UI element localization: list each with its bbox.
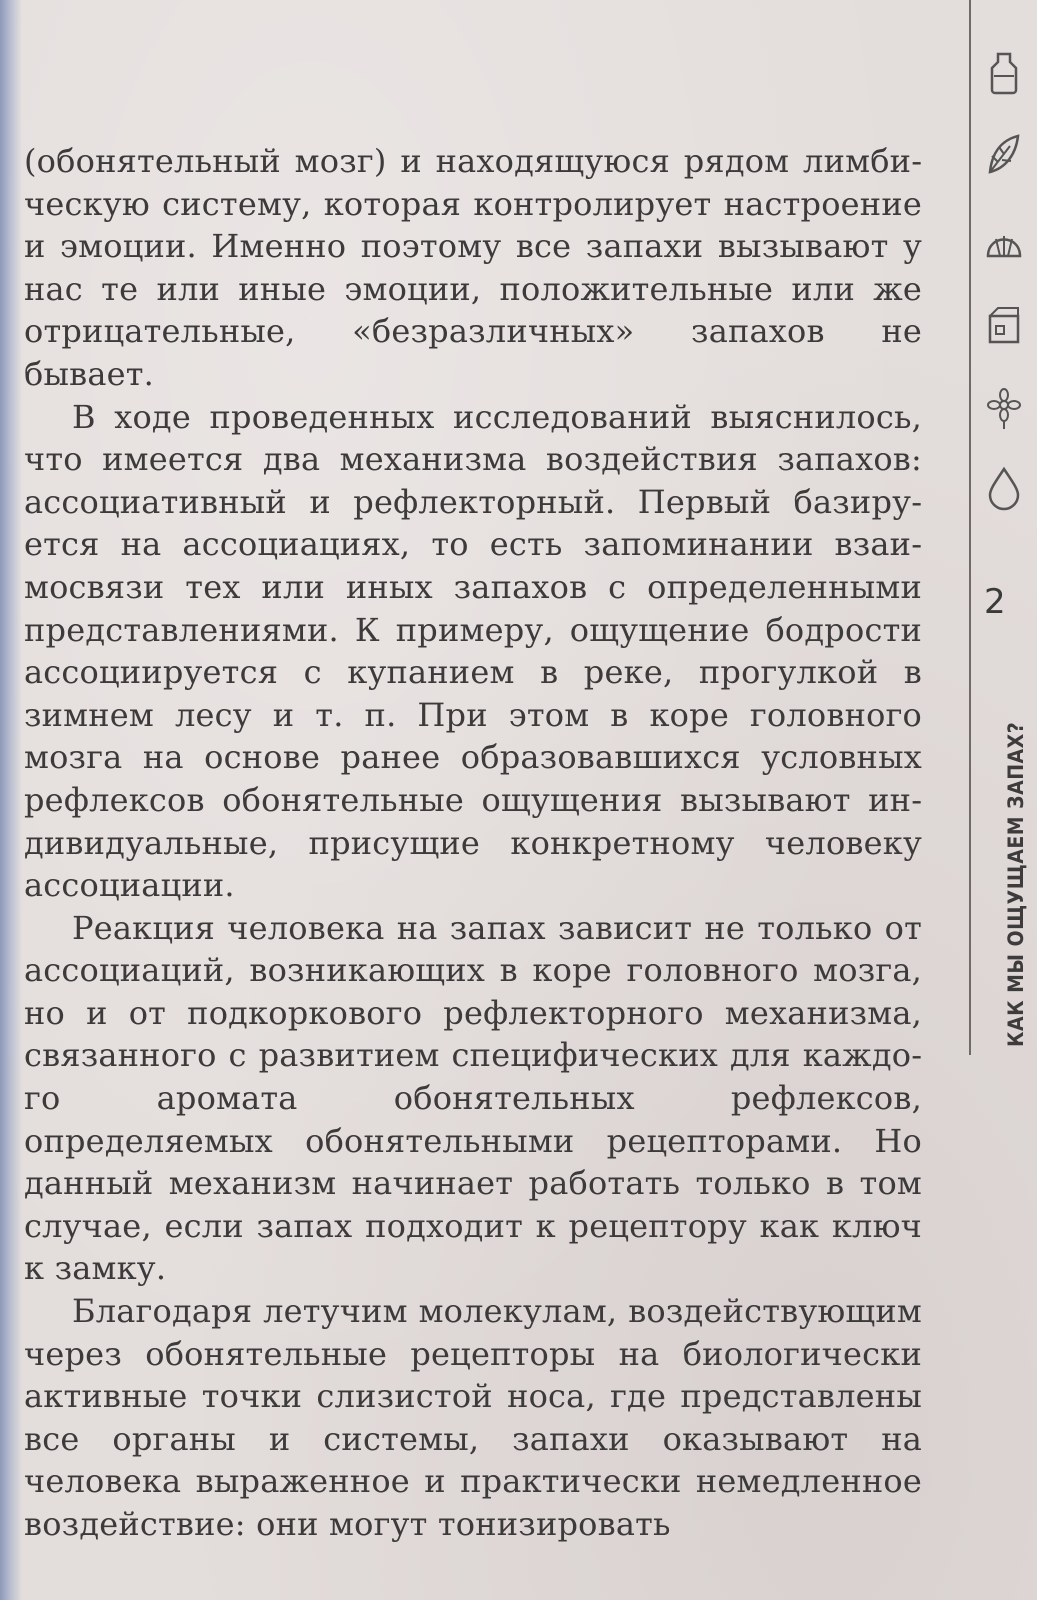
flower-icon (984, 385, 1024, 431)
drop-icon (984, 465, 1024, 511)
bottle-icon (984, 50, 1024, 96)
paragraph-4: Благодаря летучим молекулам, воздействующим через обонятельные рецепторы на биологически активные точки слизистой носа, где представлены все органы и системы, запахи оказывают на человека выраженное и практически немедленное воздействие: они могут тонизировать (24, 1292, 922, 1543)
herb-leaf-icon (984, 132, 1024, 178)
paragraph-3: Реакция человека на запах зависит не только от ассоциаций, возникающих в коре головного мозга, но и от подкоркового рефлекторного механизма, связанного с развитием специфических для каждого аромата обонятельных рефлексов, определяемых обонятельными рецепторами. Но данный механизм начинает работать только в том случае, если запах подходит к рецептору как ключ к замку. (24, 908, 922, 1288)
box-icon (984, 302, 1024, 348)
margin-icon-strip (978, 40, 1037, 540)
paragraph-2: В ходе проведенных исследований выяснилось, что имеется два механизма воздействия запахов: ассоциативный и рефлекторный. Первый базируется на ассоциациях, то есть запоминании взаимосвязи тех или иных запахов с определенными представлениями. К примеру, ощущение бодрости ассоциируется с купанием в реке, прогулкой в зимнем лесу и т. п. При этом в коре головного мозга на основе ранее образовавшихся условных рефлексов обонятельные ощущения вызывают индивидуальные, присущие конкретному человеку ассоциации. (24, 397, 922, 905)
binding-shadow (0, 0, 22, 1600)
shell-icon (984, 220, 1024, 266)
paragraph-1: (обонятельный мозг) и находящуюся рядом лимбическую систему, которая контролирует настроение и эмоции. Именно поэтому все запахи вызывают у нас те или иные эмоции, положительные или же отрицательные, «безразличных» запахов не бывает. (24, 142, 922, 393)
running-head: КАК МЫ ОЩУЩАЕМ ЗАПАХ? (1004, 721, 1028, 1047)
body-text (24, 140, 922, 1546)
page-number: 2 (984, 582, 1006, 622)
margin-rule (969, 0, 971, 1055)
